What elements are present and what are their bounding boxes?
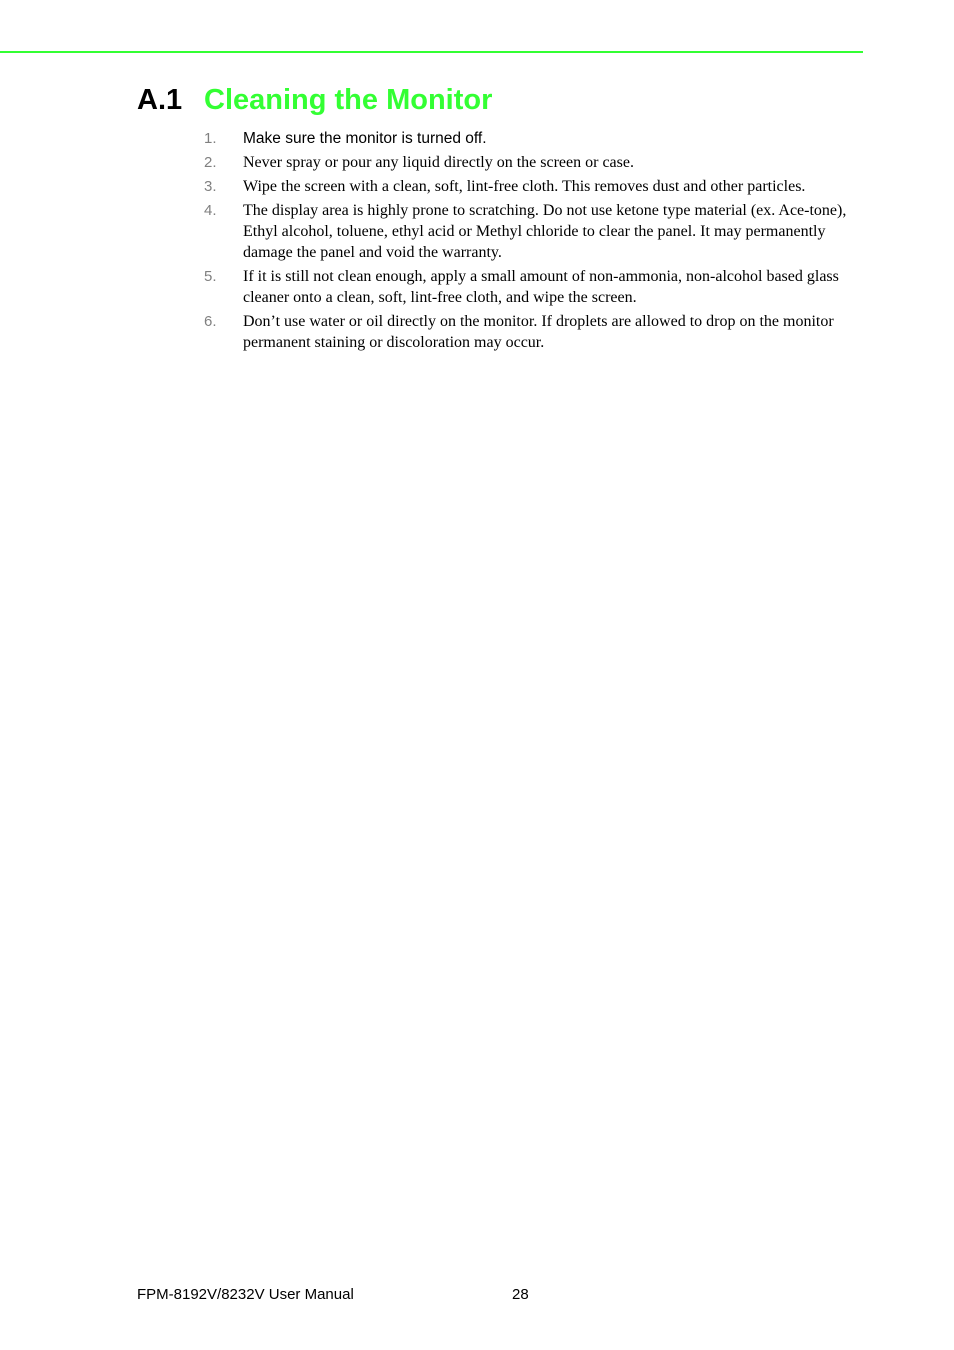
list-item — [204, 128, 866, 149]
list-item — [204, 200, 866, 263]
step-number: 4. — [204, 202, 217, 219]
footer-manual-title: FPM-8192V/8232V User Manual — [137, 1286, 354, 1303]
step-text: If it is still not clean enough, apply a small amount of non-ammonia, non-alcohol based glass cleaner onto a clean, soft, lint-free cloth, and wipe the screen. — [243, 268, 839, 306]
step-text: Wipe the screen with a clean, soft, lint-free cloth. This removes dust and other particles. — [243, 178, 806, 195]
footer-page-number: 28 — [512, 1286, 529, 1303]
step-text: Make sure the monitor is turned off. — [243, 130, 487, 147]
list-item — [204, 152, 866, 173]
step-number: 3. — [204, 178, 217, 195]
step-number: 2. — [204, 154, 217, 171]
step-number: 1. — [204, 130, 217, 147]
step-number: 5. — [204, 268, 217, 285]
step-number: 6. — [204, 313, 217, 330]
list-item — [204, 311, 866, 353]
cleaning-steps-list — [204, 128, 866, 356]
list-item — [204, 266, 866, 308]
list-item — [204, 176, 866, 197]
step-text: The display area is highly prone to scratching. Do not use ketone type material (ex. Ace-tone), Ethyl alcohol, toluene, ethyl acid or Methyl chloride to clear the panel. It may permanently damage the panel and void the warranty. — [243, 202, 847, 261]
step-text: Don’t use water or oil directly on the monitor. If droplets are allowed to drop on the monitor permanent staining or discoloration may occur. — [243, 313, 834, 351]
section-number: A.1 — [137, 84, 183, 116]
section-title: Cleaning the Monitor — [204, 84, 493, 116]
header-rule — [0, 51, 863, 53]
step-text: Never spray or pour any liquid directly on the screen or case. — [243, 154, 634, 171]
section-heading — [137, 80, 492, 120]
